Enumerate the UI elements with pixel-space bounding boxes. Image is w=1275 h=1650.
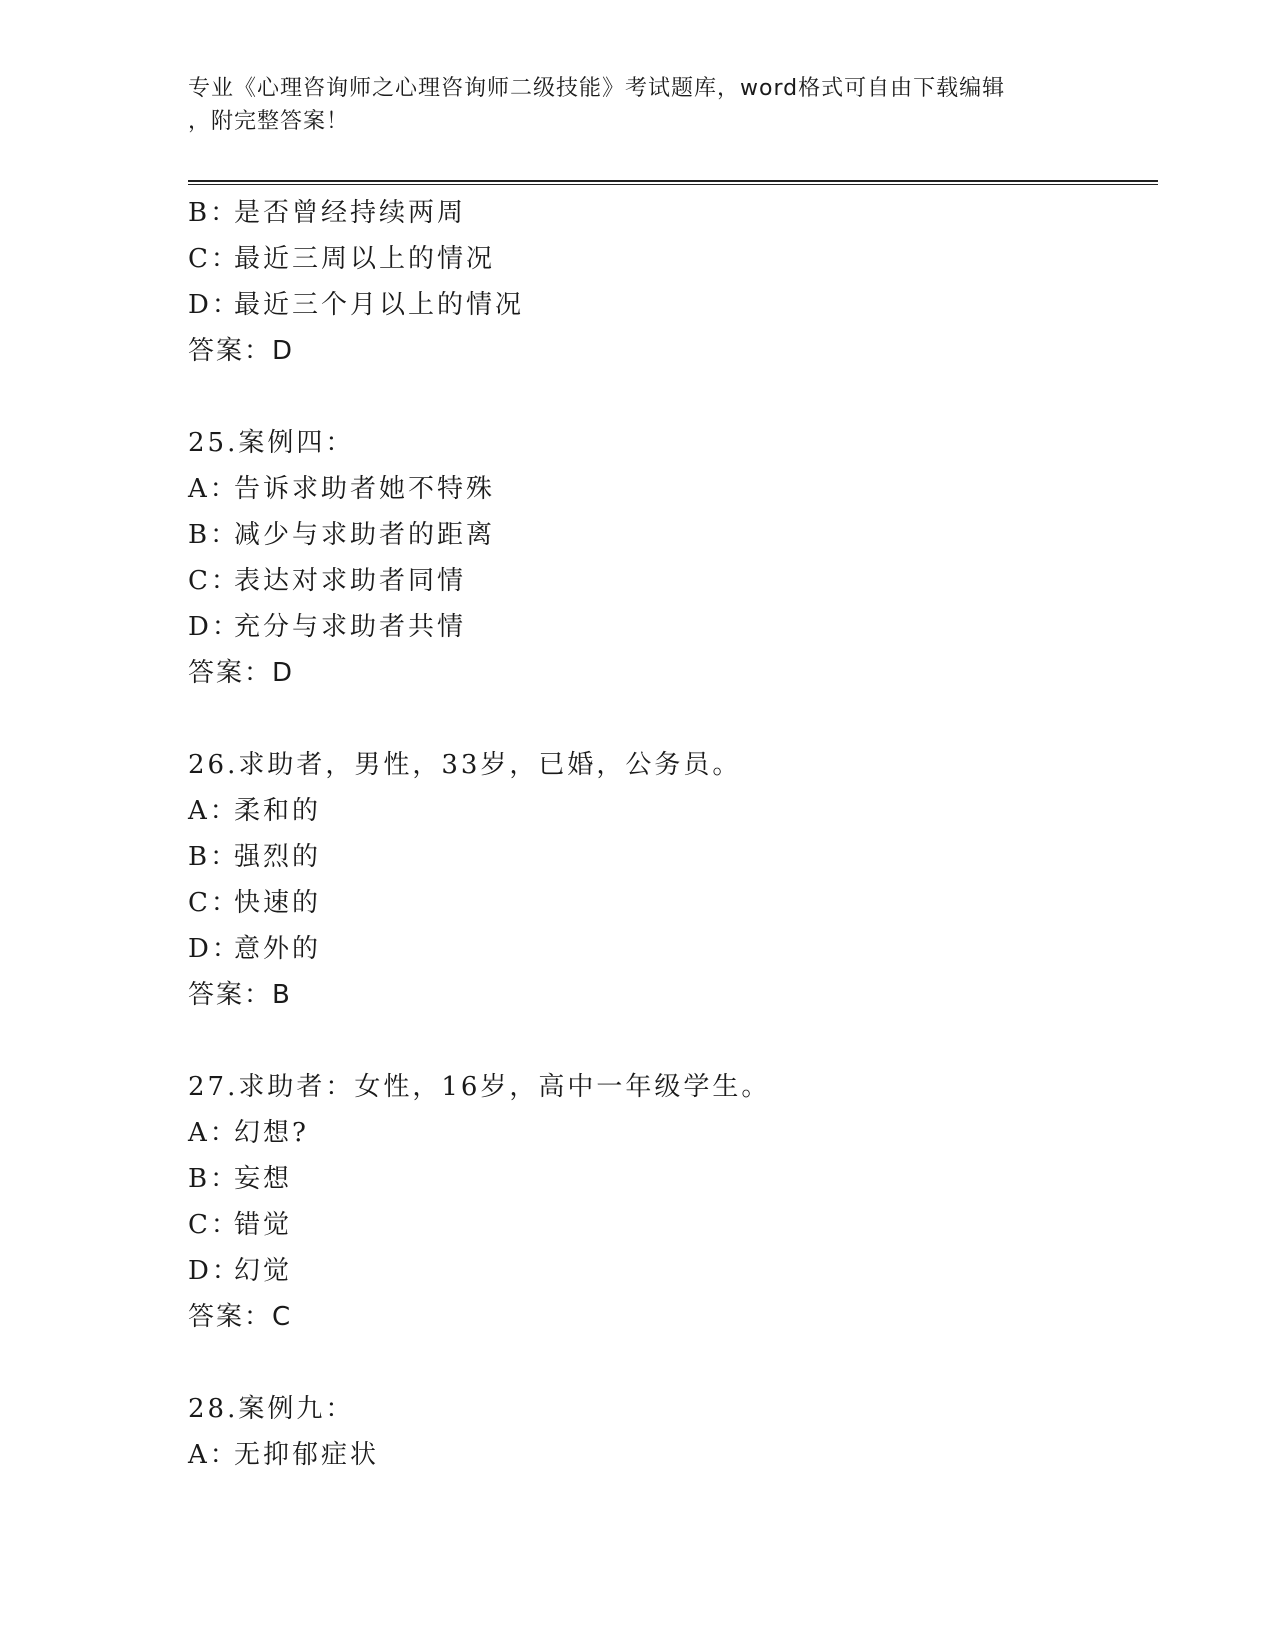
header-line-2: ，附完整答案！ (188, 109, 350, 134)
question-stem-27: 27.求助者：女性，16岁，高中一年级学生。 (188, 1072, 771, 1102)
option-key: A： (188, 1118, 239, 1148)
option-a (188, 788, 1148, 834)
option-b (188, 512, 1148, 558)
option-d (188, 282, 1148, 328)
spacer (188, 1340, 1148, 1386)
option-key: B： (188, 842, 240, 872)
option-text: 错觉 (234, 1210, 293, 1240)
option-b (188, 1156, 1148, 1202)
option-text: 强烈的 (234, 842, 322, 872)
option-c (188, 1202, 1148, 1248)
option-key: B： (188, 520, 240, 550)
option-c (188, 236, 1148, 282)
header-line-1: 专业《心理咨询师之心理咨询师二级技能》考试题库，word格式可自由下载编辑 (188, 76, 1006, 101)
answer-line: 答案：D (188, 658, 295, 688)
option-text: 最近三周以上的情况 (234, 244, 496, 274)
option-text: 告诉求助者她不特殊 (234, 474, 496, 504)
option-c (188, 558, 1148, 604)
option-key: D： (188, 612, 241, 642)
option-d (188, 926, 1148, 972)
option-text: 幻觉 (234, 1256, 293, 1286)
header-divider-thick (188, 180, 1158, 182)
header-divider-thin (188, 184, 1158, 185)
option-key: C： (188, 566, 240, 596)
answer-line: 答案：C (188, 1302, 293, 1332)
option-text: 最近三个月以上的情况 (234, 290, 525, 320)
question-stem-28: 28.案例九： (188, 1394, 355, 1424)
option-text: 是否曾经持续两周 (234, 198, 467, 228)
option-text: 妄想 (234, 1164, 293, 1194)
question-list (188, 190, 1148, 1478)
option-c (188, 880, 1148, 926)
spacer (188, 1018, 1148, 1064)
document-header (188, 72, 1088, 138)
option-b (188, 834, 1148, 880)
option-key: C： (188, 1210, 240, 1240)
option-key: D： (188, 1256, 241, 1286)
option-d (188, 1248, 1148, 1294)
option-text: 幻想? (234, 1118, 309, 1148)
option-text: 表达对求助者同情 (234, 566, 467, 596)
question-stem-26: 26.求助者，男性，33岁，已婚，公务员。 (188, 750, 742, 780)
option-key: A： (188, 1440, 239, 1470)
option-text: 意外的 (234, 934, 322, 964)
option-a (188, 1110, 1148, 1156)
spacer (188, 374, 1148, 420)
option-key: C： (188, 888, 240, 918)
question-stem-25: 25.案例四： (188, 428, 355, 458)
option-key: D： (188, 934, 241, 964)
option-key: A： (188, 796, 239, 826)
option-d (188, 604, 1148, 650)
option-text: 快速的 (234, 888, 322, 918)
option-key: D： (188, 290, 241, 320)
option-key: B： (188, 198, 240, 228)
option-a (188, 1432, 1148, 1478)
option-key: B： (188, 1164, 240, 1194)
option-key: A： (188, 474, 239, 504)
option-text: 无抑郁症状 (234, 1440, 380, 1470)
option-text: 柔和的 (234, 796, 322, 826)
option-text: 充分与求助者共情 (234, 612, 467, 642)
answer-line: 答案：B (188, 980, 292, 1010)
option-key: C： (188, 244, 240, 274)
answer-line: 答案：D (188, 336, 295, 366)
option-a (188, 466, 1148, 512)
option-b (188, 190, 1148, 236)
spacer (188, 696, 1148, 742)
option-text: 减少与求助者的距离 (234, 520, 496, 550)
